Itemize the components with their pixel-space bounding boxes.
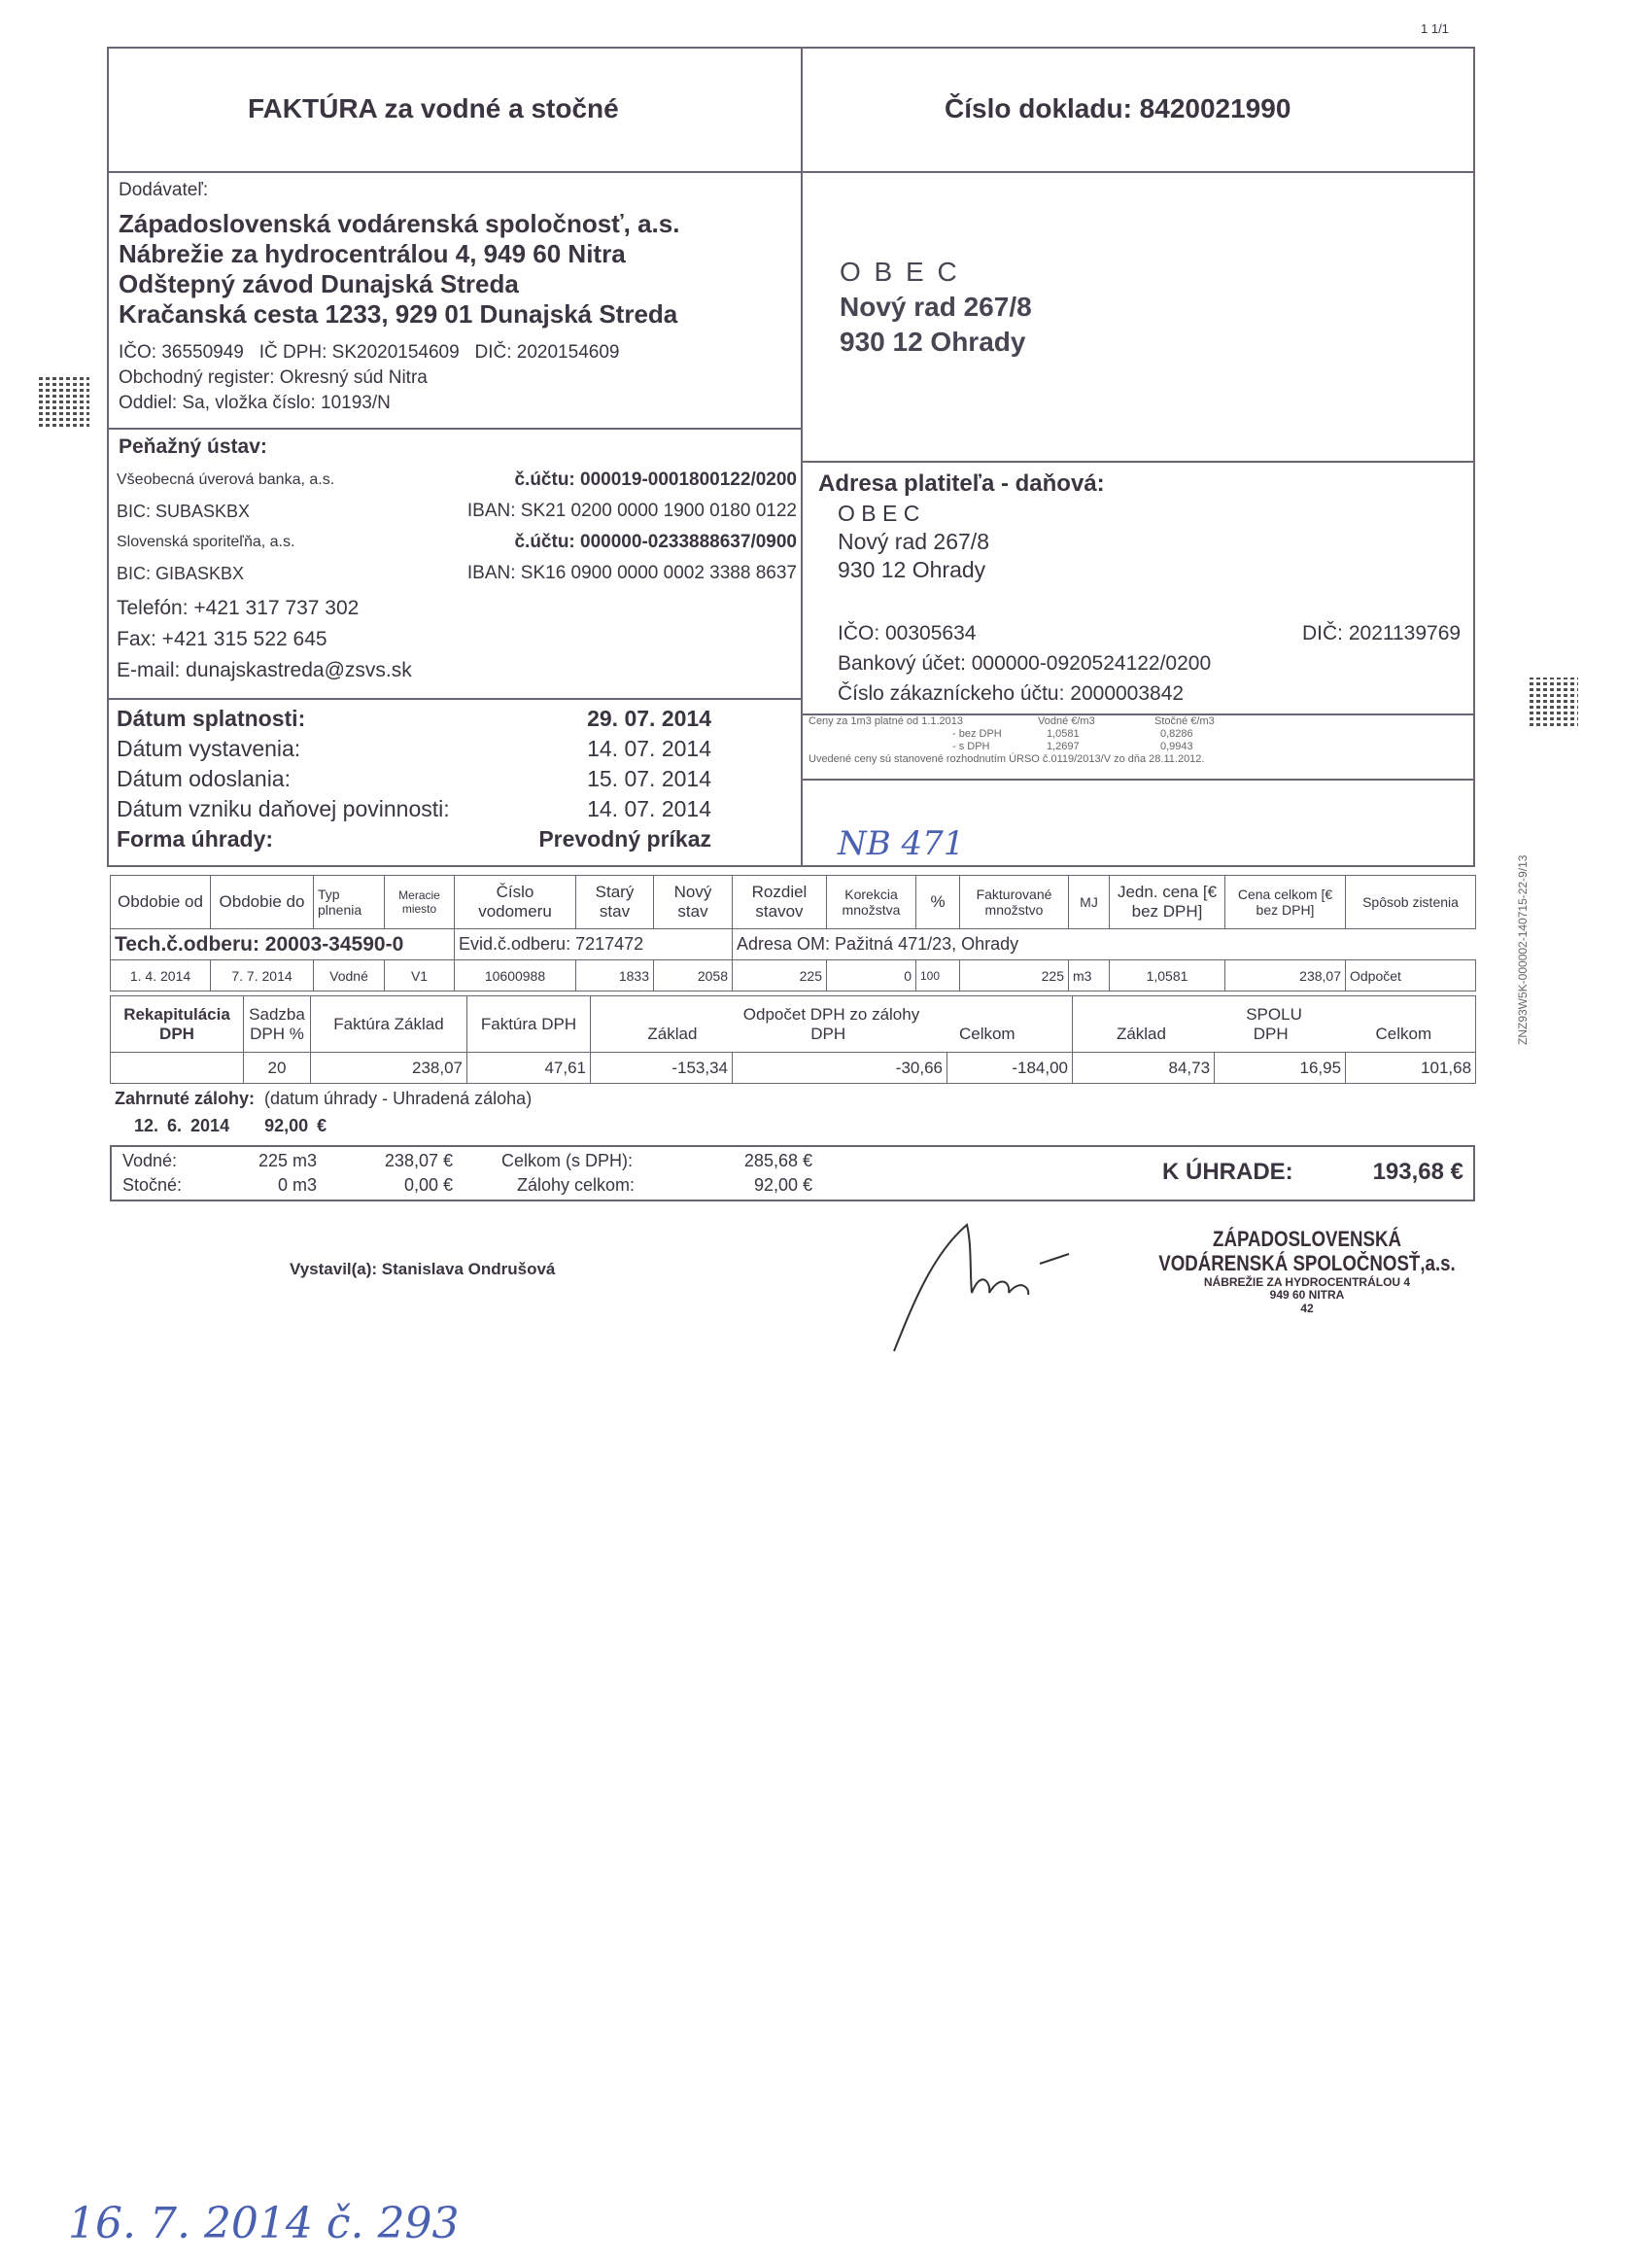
summary-left [122, 1149, 822, 1198]
col-header: Faktúra DPH [467, 996, 591, 1053]
tax-date: 14. 07. 2014 [587, 796, 711, 821]
recipient-name: O B E C [840, 257, 960, 287]
total-label: Celkom (s DPH): [501, 1151, 634, 1170]
col-header: Základ [647, 1024, 698, 1043]
cell: -184,00 [947, 1053, 1073, 1084]
payer-ico: IČO: 00305634 [838, 622, 977, 644]
fax: Fax: +421 315 522 645 [117, 628, 327, 650]
email[interactable]: E-mail: dunajskastreda@zsvs.sk [117, 659, 412, 681]
cell: V1 [385, 960, 455, 991]
supplier-ids: IČO: 36550949 IČ DPH: SK2020154609 DIČ: 2020154609 [119, 342, 620, 363]
company-stamp [1118, 1227, 1497, 1316]
handwritten-note: NB 471 [838, 824, 965, 863]
divider [107, 698, 802, 700]
payment-method-label: Forma úhrady: [117, 826, 274, 852]
price-row-label: - s DPH [952, 741, 990, 752]
price-validity: Ceny za 1m3 platné od 1.1.2013 [809, 715, 964, 727]
payer-name: O B E C [838, 501, 920, 526]
payer-label: Adresa platiteľa - daňová: [818, 470, 1105, 497]
advance-header [591, 996, 1073, 1053]
bic: BIC: GIBASKBX [117, 564, 245, 583]
col-header: Jedn. cena [€ bez DPH] [1110, 876, 1225, 929]
col-header: DPH [1253, 1024, 1289, 1043]
col-header: Starý stav [576, 876, 654, 929]
issue-date: 14. 07. 2014 [587, 736, 711, 761]
cell: -153,34 [591, 1053, 733, 1084]
cell: 2058 [654, 960, 733, 991]
cell: Vodné [314, 960, 385, 991]
water-amount: 238,07 € [384, 1151, 453, 1170]
tech-row [111, 929, 1476, 960]
supplier-register: Obchodný register: Okresný súd Nitra [119, 367, 428, 388]
supplier-label: Dodávateľ: [119, 180, 209, 200]
supplier-section: Oddiel: Sa, vložka číslo: 10193/N [119, 393, 391, 413]
vat-header-row [111, 996, 1476, 1053]
iban: IBAN: SK16 0900 0000 0002 3388 8637 [466, 563, 797, 583]
col-header: Rekapitulácia DPH [111, 996, 244, 1053]
account-number: č.účtu: 000000-0233888637/0900 [514, 532, 797, 552]
tech-number: Tech.č.odberu: 20003-34590-0 [111, 929, 455, 960]
cell: 47,61 [467, 1053, 591, 1084]
divider [107, 171, 1475, 173]
document-number: Číslo dokladu: 8420021990 [945, 93, 1291, 123]
cell: 100 [916, 960, 960, 991]
col-header: Celkom [958, 1024, 1015, 1043]
cell: 7. 7. 2014 [211, 960, 314, 991]
datamatrix-code-icon [1530, 678, 1578, 726]
due-date-label: Dátum splatnosti: [117, 706, 306, 731]
col-header: Faktúra Základ [311, 996, 467, 1053]
supplier-branch-address: Kračanská cesta 1233, 929 01 Dunajská Streda [119, 299, 678, 329]
sewer-qty: 0 m3 [277, 1175, 317, 1195]
col-header: Rozdiel stavov [733, 876, 827, 929]
send-date-label: Dátum odoslania: [117, 766, 291, 791]
send-date: 15. 07. 2014 [587, 766, 711, 791]
sewer-label: Stočné: [122, 1175, 183, 1195]
col-header: SPOLU [1246, 1004, 1302, 1024]
col-header: Obdobie do [211, 876, 314, 929]
dates-block [117, 704, 711, 854]
col-header: Fakturované množstvo [960, 876, 1069, 929]
stamp-line: VODÁRENSKÁ SPOLOČNOSŤ,a.s. [1158, 1251, 1456, 1276]
cell: 1. 4. 2014 [111, 960, 211, 991]
advances-total: 92,00 € [753, 1175, 812, 1195]
price-row-label: - bez DPH [952, 728, 1002, 740]
handwritten-footer: 16. 7. 2014 č. 293 [68, 2199, 460, 2248]
signature [875, 1215, 1108, 1361]
cell: 225 [733, 960, 827, 991]
col-header: Meracie miesto [385, 876, 455, 929]
tax-date-label: Dátum vzniku daňovej povinnosti: [117, 796, 450, 821]
cell: 238,07 [311, 1053, 467, 1084]
sewer-price-gross: 0,9943 [1160, 741, 1193, 752]
col-header: Typ plnenia [314, 876, 385, 929]
cell: -30,66 [733, 1053, 947, 1084]
col-header: Číslo vodomeru [455, 876, 576, 929]
cell: Odpočet [1346, 960, 1476, 991]
recipient-street: Nový rad 267/8 [840, 292, 1032, 322]
divider [801, 47, 803, 867]
water-price-header: Vodné €/m3 [1038, 715, 1095, 727]
stamp-line: 949 60 NITRA [1269, 1288, 1345, 1303]
cell: 20 [244, 1053, 311, 1084]
total-header [1073, 996, 1476, 1053]
advances-sub: (datum úhrady - Uhradená záloha) [264, 1089, 533, 1108]
divider [107, 428, 802, 430]
cell: 101,68 [1346, 1053, 1476, 1084]
advance-entry [134, 1116, 327, 1136]
bank-name: Slovenská sporiteľňa, a.s. [117, 534, 295, 550]
bank-accounts [117, 465, 797, 589]
consumption-address: Adresa OM: Pažitná 471/23, Ohrady [733, 929, 1476, 960]
supplier-name: Západoslovenská vodárenská spoločnosť, a.s. [119, 209, 680, 238]
col-header: Odpočet DPH zo zálohy [742, 1004, 920, 1024]
col-header: MJ [1069, 876, 1110, 929]
advances-heading [115, 1089, 532, 1109]
payer-dic: DIČ: 2021139769 [1302, 622, 1462, 644]
cell: 238,07 [1225, 960, 1346, 991]
cell: 10600988 [455, 960, 576, 991]
advances-total-label: Zálohy celkom: [517, 1175, 636, 1195]
invoice-title: FAKTÚRA za vodné a stočné [248, 93, 619, 123]
cell: 16,95 [1215, 1053, 1346, 1084]
customer-account: Číslo zákazníckeho účtu: 2000003842 [838, 682, 1185, 705]
col-header: Základ [1116, 1024, 1166, 1043]
cell: 225 [960, 960, 1069, 991]
price-info [809, 715, 1469, 766]
recipient-city: 930 12 Ohrady [840, 327, 1026, 357]
col-header: DPH [810, 1024, 846, 1043]
col-header: Spôsob zistenia [1346, 876, 1476, 929]
items-header-row [111, 876, 1476, 929]
phone: Telefón: +421 317 737 302 [117, 597, 360, 619]
supplier-address: Nábrežie za hydrocentrálou 4, 949 60 Nitra [119, 239, 626, 268]
bank-label: Peňažný ústav: [119, 435, 267, 458]
col-header: Celkom [1375, 1024, 1432, 1043]
sewer-amount: 0,00 € [403, 1175, 453, 1195]
side-code: ZNZ93W5K-000002-140715-22-9/13 [1516, 854, 1530, 1045]
iban: IBAN: SK21 0200 0000 1900 0180 0122 [466, 501, 797, 521]
cell: 0 [827, 960, 916, 991]
payer-bank-account: Bankový účet: 000000-0920524122/0200 [838, 652, 1212, 675]
total-amount: 285,68 € [743, 1151, 812, 1170]
recipient-address [840, 255, 1032, 360]
divider [802, 461, 1475, 463]
page-number: 1 1/1 [1421, 21, 1449, 36]
divider [802, 779, 1475, 781]
water-qty: 225 m3 [258, 1151, 317, 1170]
stamp-line: NÁBREŽIE ZA HYDROCENTRÁLOU 4 [1203, 1274, 1411, 1289]
col-header: Cena celkom [€ bez DPH] [1225, 876, 1346, 929]
col-header: Korekcia množstva [827, 876, 916, 929]
amount-due: 193,68 € [1372, 1159, 1463, 1185]
cell: 1,0581 [1110, 960, 1225, 991]
payer-city: 930 12 Ohrady [838, 557, 986, 582]
col-header: Sadzba DPH % [244, 996, 311, 1053]
bank-name: Všeobecná úverová banka, a.s. [117, 471, 335, 488]
price-note: Uvedené ceny sú stanovené rozhodnutím ÚRSO č.0119/2013/V zo dňa 28.11.2012. [809, 753, 1205, 765]
table-row [111, 1053, 1476, 1084]
items-table [110, 875, 1476, 991]
sewer-price-net: 0,8286 [1160, 728, 1193, 740]
amount-due-label: K ÚHRADE: [1162, 1159, 1293, 1185]
due-date: 29. 07. 2014 [587, 706, 711, 731]
col-header: % [916, 876, 960, 929]
stamp-line: ZÁPADOSLOVENSKÁ [1213, 1227, 1401, 1251]
datamatrix-code-icon [39, 376, 89, 427]
issued-by: Vystavil(a): Stanislava Ondrušová [290, 1260, 556, 1278]
supplier-branch: Odštepný závod Dunajská Streda [119, 269, 519, 298]
advances-label: Zahrnuté zálohy: [115, 1089, 256, 1108]
advance-date: 12. 6. 2014 [134, 1116, 230, 1135]
issue-date-label: Dátum vystavenia: [117, 736, 301, 761]
cell: 84,73 [1073, 1053, 1215, 1084]
water-price-gross: 1,2697 [1047, 741, 1080, 752]
account-number: č.účtu: 000019-0001800122/0200 [514, 470, 797, 490]
col-header: Obdobie od [111, 876, 211, 929]
water-price-net: 1,0581 [1047, 728, 1080, 740]
cell: 1833 [576, 960, 654, 991]
sewer-price-header: Stočné €/m3 [1154, 715, 1215, 727]
cell [111, 1053, 244, 1084]
table-row [111, 960, 1476, 991]
bic: BIC: SUBASKBX [117, 502, 251, 521]
advance-amount: 92,00 € [264, 1116, 327, 1135]
water-label: Vodné: [122, 1151, 178, 1170]
payment-method: Prevodný príkaz [538, 826, 711, 852]
stamp-line: 42 [1300, 1302, 1314, 1316]
vat-recap-table [110, 995, 1476, 1084]
payer-address [838, 500, 989, 584]
evid-number: Evid.č.odberu: 7217472 [455, 929, 733, 960]
col-header: Nový stav [654, 876, 733, 929]
payer-street: Nový rad 267/8 [838, 529, 989, 554]
cell: m3 [1069, 960, 1110, 991]
